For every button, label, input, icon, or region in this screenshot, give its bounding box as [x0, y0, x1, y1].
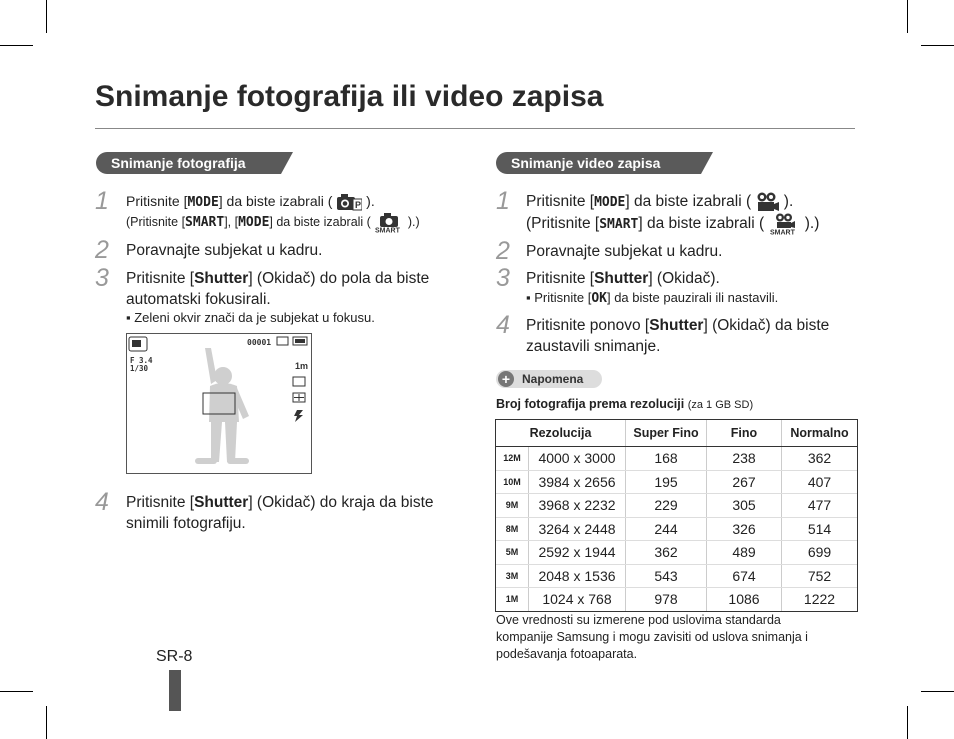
page-title: Snimanje fotografija ili video zapisa [95, 80, 604, 113]
normal-cell: 1222 [803, 591, 836, 608]
normal-cell: 699 [782, 541, 858, 565]
svg-text:SMART: SMART [375, 227, 401, 233]
res-icon: 12M [496, 447, 529, 471]
res-icon: 10M [496, 470, 529, 494]
shutter-readout: 1/30 [130, 364, 149, 373]
resolution-cell: 2592 x 1944 [529, 541, 626, 565]
step-1-subtext: (Pritisnite [SMART], [MODE] da biste izabrali ( SMART ).) [126, 212, 420, 233]
resolution-cell: 2048 x 1536 [529, 564, 626, 588]
resolution-cell: 3984 x 2656 [529, 470, 626, 494]
super-fine-cell: 229 [626, 494, 707, 518]
note-badge [496, 370, 602, 388]
page-tab-marker [169, 670, 181, 711]
col-header-resolution: Rezolucija [496, 420, 626, 447]
crop-mark [0, 45, 33, 46]
normal-cell: 752 [782, 564, 858, 588]
step-1-text: Pritisnite [MODE] da biste izabrali ( P ). [126, 193, 375, 211]
svg-text:1m: 1m [295, 361, 309, 371]
svg-text:P: P [355, 200, 362, 211]
step-number: 4 [496, 311, 510, 339]
footnote-line: kompanije Samsung i mogu zavisiti od uslova snimanja i [496, 630, 808, 644]
resolution-cell: 4000 x 3000 [529, 447, 626, 471]
camera-screen-illustration [126, 333, 312, 474]
normal-cell: 477 [782, 494, 858, 518]
col-header-super-fine: Super Fino [626, 420, 707, 447]
footnote [496, 612, 856, 663]
fine-cell: 1086 [707, 588, 782, 611]
footnote-line: Ove vrednosti su izmerene pod uslovima standarda [496, 613, 781, 627]
super-fine-cell: 978 [626, 588, 707, 611]
step-4-video-text: Pritisnite ponovo [Shutter] (Okidač) da biste zaustavili snimanje. [526, 317, 830, 355]
step-1-video-text: Pritisnite [MODE] da biste izabrali ( ). (Pritisnite [SMART] da biste izabrali ( SMART ).) [526, 193, 820, 235]
title-divider [95, 128, 855, 129]
table-title: Broj fotografija prema rezoluciji (za 1 GB SD) [496, 397, 754, 411]
page-number: SR-8 [156, 648, 193, 665]
svg-text:SMART: SMART [770, 229, 796, 235]
super-fine-cell: 362 [626, 541, 707, 565]
movie-camera-icon [755, 192, 779, 212]
table-row [496, 588, 857, 611]
normal-cell: 362 [782, 447, 858, 471]
table-row [496, 564, 857, 588]
res-icon: 9M [496, 494, 529, 518]
fine-cell: 267 [707, 470, 782, 494]
resolution-cell: 3968 x 2232 [529, 494, 626, 518]
resolution-table-grid [496, 420, 857, 611]
step-number: 1 [95, 187, 109, 215]
crop-mark [46, 0, 47, 33]
table-row [496, 447, 857, 471]
fine-cell: 238 [707, 447, 782, 471]
note-label: Napomena [522, 372, 584, 386]
step-number: 3 [95, 264, 109, 292]
aperture-readout: F 3.4 [130, 356, 153, 365]
plus-circle-icon: + [498, 371, 514, 387]
super-fine-cell: 168 [626, 447, 707, 471]
step-4-text: Pritisnite [Shutter] (Okidač) do kraja da biste snimili fotografiju. [126, 494, 434, 532]
super-fine-cell: 195 [626, 470, 707, 494]
step-number: 2 [95, 236, 109, 264]
step-3-bullet: ▪ Zeleni okvir znači da je subjekat u fokusu. [126, 310, 375, 325]
step-number: 1 [496, 187, 510, 215]
res-icon: 1M [496, 588, 529, 611]
fine-cell: 674 [707, 564, 782, 588]
table-row [496, 494, 857, 518]
normal-cell: 407 [782, 470, 858, 494]
res-icon: 8M [496, 517, 529, 541]
camera-screen-graphic [127, 334, 311, 473]
shot-counter: 00001 [247, 338, 272, 347]
crop-mark [921, 45, 954, 46]
resolution-cell: 3264 x 2448 [529, 517, 626, 541]
fine-cell: 326 [707, 517, 782, 541]
resolution-table [495, 419, 858, 612]
super-fine-cell: 244 [626, 517, 707, 541]
table-row [496, 541, 857, 565]
section-header-photo: Snimanje fotografija [96, 152, 281, 174]
section-header-video: Snimanje video zapisa [496, 152, 701, 174]
camera-p-icon [336, 193, 362, 211]
fine-cell: 305 [707, 494, 782, 518]
crop-mark [907, 706, 908, 739]
crop-mark [46, 706, 47, 739]
step-2-video-text: Poravnajte subjekat u kadru. [526, 243, 723, 260]
crop-mark [907, 0, 908, 33]
step-number: 2 [496, 237, 510, 265]
resolution-cell: 1024 x 768 [529, 588, 626, 611]
smart-movie-icon [768, 213, 800, 235]
col-header-fine: Fino [707, 420, 782, 447]
super-fine-cell: 543 [626, 564, 707, 588]
res-icon: 5M [496, 541, 529, 565]
step-3-text: Pritisnite [Shutter] (Okidač) do pola da biste automatski fokusirali. [126, 270, 430, 308]
table-header-row [496, 420, 857, 447]
footnote-line: podešavanja fotoaparata. [496, 647, 638, 661]
crop-mark [921, 691, 954, 692]
crop-mark [0, 691, 33, 692]
res-icon: 3M [496, 564, 529, 588]
col-header-normal: Normalno [782, 420, 858, 447]
step-2-text: Poravnajte subjekat u kadru. [126, 242, 323, 259]
step-3-video-text: Pritisnite [Shutter] (Okidač). [526, 270, 720, 287]
table-row [496, 517, 857, 541]
smart-camera-icon [374, 213, 404, 233]
normal-cell: 514 [782, 517, 858, 541]
step-number: 3 [496, 264, 510, 292]
table-row [496, 470, 857, 494]
fine-cell: 489 [707, 541, 782, 565]
step-3-video-bullet: ▪ Pritisnite [OK] da biste pauzirali ili nastavili. [526, 290, 779, 306]
step-number: 4 [95, 488, 109, 516]
